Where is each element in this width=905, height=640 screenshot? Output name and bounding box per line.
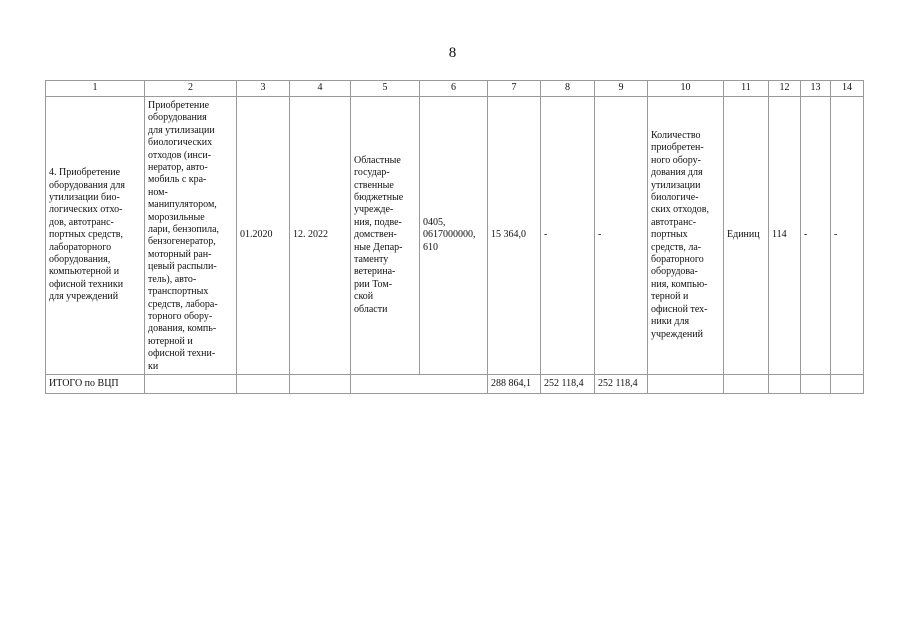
executor-cell: Областные государ- ственные бюджетные учрежде- ния, подве- домствен- ные Депар- таменту ветерина- рии Том- ской области bbox=[351, 97, 420, 375]
column-number: 3 bbox=[237, 81, 290, 97]
empty-cell bbox=[831, 374, 864, 393]
value-cell: - bbox=[831, 97, 864, 375]
empty-cell bbox=[290, 374, 351, 393]
column-number: 5 bbox=[351, 81, 420, 97]
column-number: 12 bbox=[769, 81, 801, 97]
column-number: 10 bbox=[648, 81, 724, 97]
column-number: 11 bbox=[724, 81, 769, 97]
amount-cell: - bbox=[595, 97, 648, 375]
column-number: 13 bbox=[801, 81, 831, 97]
empty-cell bbox=[145, 374, 237, 393]
amount-cell: - bbox=[541, 97, 595, 375]
value-cell: - bbox=[801, 97, 831, 375]
column-number: 8 bbox=[541, 81, 595, 97]
column-number: 1 bbox=[46, 81, 145, 97]
program-table bbox=[45, 80, 864, 394]
empty-cell bbox=[351, 374, 488, 393]
total-row bbox=[46, 374, 864, 393]
column-number: 2 bbox=[145, 81, 237, 97]
indicator-cell: Количество приобретен- ного обору- дования для утилизации биологиче- ских отходов, автотранс- портных средств, ла- бораторного оборудова- ния, компью- терной и офисной тех- ники для учреждений bbox=[648, 97, 724, 375]
activity-description-cell: Приобретение оборудования для утилизации биологических отходов (инси- нератор, авто- мобиль с кра- ном- манипулятором, морозильные лари, бензопила, бензогенератор, моторный ран- цевый распыли- тель), авто- транспортных средств, лабора- торного обору- дования, компь- ютерной и офисной техни- ки bbox=[145, 97, 237, 375]
empty-cell bbox=[648, 374, 724, 393]
start-date-cell: 01.2020 bbox=[237, 97, 290, 375]
empty-cell bbox=[769, 374, 801, 393]
amount-cell: 15 364,0 bbox=[488, 97, 541, 375]
column-number: 7 bbox=[488, 81, 541, 97]
column-number: 14 bbox=[831, 81, 864, 97]
total-amount-cell: 252 118,4 bbox=[541, 374, 595, 393]
budget-code-cell: 0405, 0617000000, 610 bbox=[420, 97, 488, 375]
unit-cell: Единиц bbox=[724, 97, 769, 375]
empty-cell bbox=[724, 374, 769, 393]
empty-cell bbox=[801, 374, 831, 393]
value-cell: 114 bbox=[769, 97, 801, 375]
column-numbers-row bbox=[46, 81, 864, 97]
column-number: 4 bbox=[290, 81, 351, 97]
column-number: 6 bbox=[420, 81, 488, 97]
end-date-cell: 12. 2022 bbox=[290, 97, 351, 375]
table-row bbox=[46, 97, 864, 375]
page-number: 8 bbox=[448, 45, 457, 61]
total-label-cell: ИТОГО по ВЦП bbox=[46, 374, 145, 393]
total-amount-cell: 288 864,1 bbox=[488, 374, 541, 393]
column-number: 9 bbox=[595, 81, 648, 97]
empty-cell bbox=[237, 374, 290, 393]
total-amount-cell: 252 118,4 bbox=[595, 374, 648, 393]
activity-name-cell: 4. Приобретение оборудования для утилизации био- логических отхо- дов, автотранс- портных средств, лабораторного оборудования, компьютерной и офисной техники для учреждений bbox=[46, 97, 145, 375]
